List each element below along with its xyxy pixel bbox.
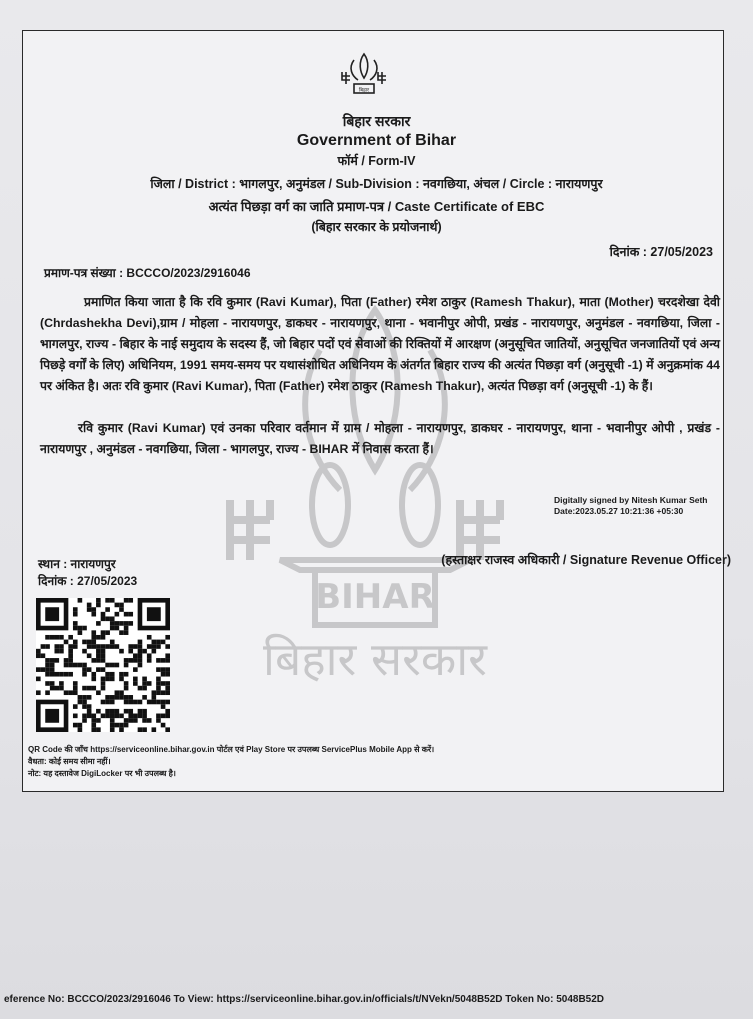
certificate-title: अत्यंत पिछड़ा वर्ग का जाति प्रमाण-पत्र / Caste Certificate of EBC — [208, 199, 545, 214]
bihar-emblem-logo — [338, 50, 390, 96]
place-date: दिनांक : 27/05/2023 — [38, 574, 138, 588]
watermark-logo-text: BIHAR — [315, 577, 435, 617]
certificate-body-paragraph-2: रवि कुमार (Ravi Kumar) एवं उनका परिवार वर्तमान में ग्राम / मोहला - नारायणपुर, डाकघर - नारायणपुर, थाना - भवानीपुर ओपी , प्रखंड - नारायणपुर , अनुमंडल - नवगछिया, जिला - भागलपुर, राज्य - BIHAR में निवास करता हैं। — [40, 421, 720, 456]
notes — [28, 744, 434, 780]
qr-code — [36, 598, 170, 732]
certificate-number: प्रमाण-पत्र संख्या : BCCCO/2023/2916046 — [44, 266, 251, 280]
note-qr-verify: QR Code की जाँच https://serviceonline.bihar.gov.in पोर्टल एवं Play Store पर उपलब्ध ServicePlus Mobile App से करें। — [28, 745, 435, 754]
issue-date: दिनांक : 27/05/2023 — [609, 245, 713, 259]
emblem-text: बिहार — [358, 87, 370, 94]
form-number: फॉर्म / Form-IV — [337, 154, 416, 168]
note-digilocker: नोट: यह दस्तावेज DigiLocker पर भी उपलब्ध है। — [28, 769, 176, 778]
location-line: जिला / District : भागलपुर, अनुमंडल / Sub-Division : नवगछिया, अंचल / Circle : नारायणपुर — [150, 177, 603, 191]
digital-signature-date: Date:2023.05.27 10:21:36 +05:30 — [554, 506, 684, 516]
digital-signature — [554, 495, 708, 517]
note-validity: वैधता: कोई समय सीमा नहीं। — [28, 757, 111, 766]
signature-label: (हस्ताक्षर राजस्व अधिकारी / Signature Revenue Officer) — [441, 553, 731, 567]
certificate-purpose: (बिहार सरकार के प्रयोजनार्थ) — [311, 220, 442, 234]
title-hindi: बिहार सरकार — [342, 113, 411, 129]
swastika-left-icon — [230, 500, 270, 560]
reference-footer: eference No: BCCCO/2023/2916046 To View: https://serviceonline.bihar.gov.in/officials/t/NVekn/5048B52D Token No: 5048B52D — [4, 994, 605, 1005]
place-and-date — [38, 556, 137, 590]
digital-signature-signer: Digitally signed by Nitesh Kumar Seth — [554, 495, 708, 505]
place: स्थान : नारायणपुर — [38, 557, 116, 571]
title-english: Government of Bihar — [296, 132, 457, 149]
watermark-text: बिहार सरकार — [263, 632, 487, 686]
certificate-body-paragraph-1: प्रमाणित किया जाता है कि रवि कुमार (Ravi Kumar), पिता (Father) रमेश ठाकुर (Ramesh Thakur), माता (Mother) चरदशेखा देवी (Chrdashekha Devi),ग्राम / मोहला - नारायणपुर, डाकघर - नारायणपुर, थाना - भवानीपुर ओपी, प्रखंड - नारायणपुर, अनुमंडल - नवगछिया, जिला - भागलपुर, राज्य - बिहार के नाई समुदाय के सदस्य हैं, जो बिहार पदों एवं सेवाओं की रिक्तियों में आरक्षण (अनुसूचित जातियों, अनुसूचित जनजातियों एवं अन्य पिछड़े वर्गों के लिए) अधिनियम, 1991 समय-समय पर यथासंशोधित अधिनियम के अंतर्गत बिहार राज्य की अत्यंत पिछड़ा वर्ग (अनुसूची -1) में अनुक्रमांक 44 पर अंकित है। अतः रवि कुमार (Ravi Kumar), पिता (Father) रमेश ठाकुर (Ramesh Thakur), अत्यंत पिछड़ा वर्ग (अनुसूची -1) के हैं। — [40, 295, 720, 393]
